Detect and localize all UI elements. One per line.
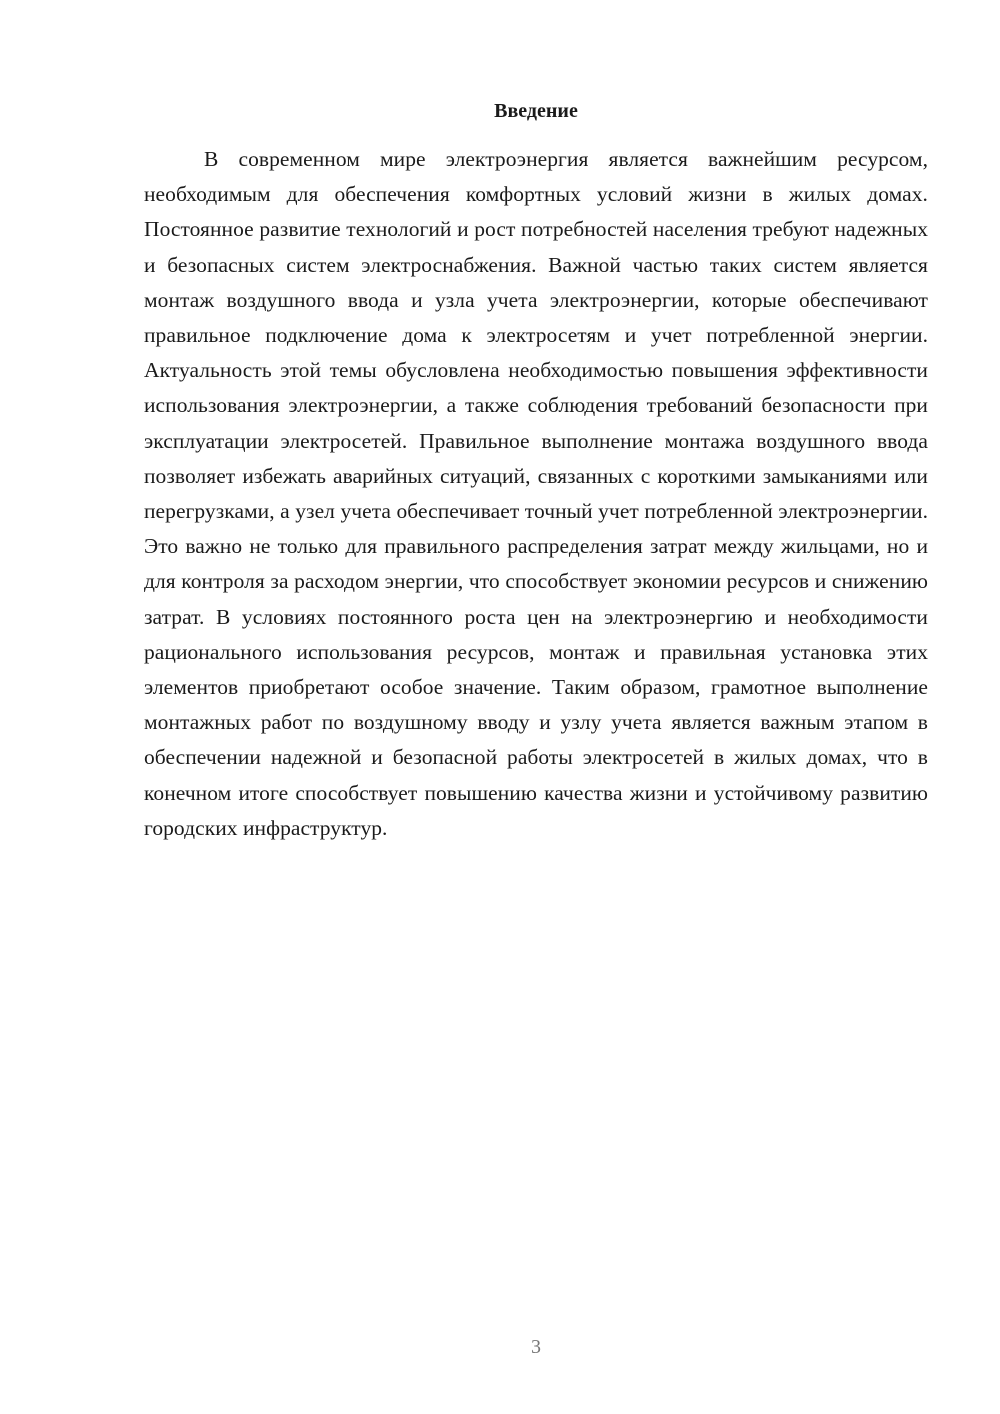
- page-number: 3: [531, 1336, 541, 1358]
- body-paragraph: В современном мире электроэнергия является важнейшим ресурсом, необходимым для обеспечения комфортных условий жизни в жилых домах. Постоянное развитие технологий и рост потребностей населения требуют надежных и безопасных систем электроснабжения. Важной частью таких систем является монтаж воздушного ввода и узла учета электроэнергии, которые обеспечивают правильное подключение дома к электросетям и учет потребленной энергии. Актуальность этой темы обусловлена необходимостью повышения эффективности использования электроэнергии, а также соблюдения требований безопасности при эксплуатации электросетей. Правильное выполнение монтажа воздушного ввода позволяет избежать аварийных ситуаций, связанных с короткими замыканиями или перегрузками, а узел учета обеспечивает точный учет потребленной электроэнергии. Это важно не только для правильного распределения затрат между жильцами, но и для контроля за расходом энергии, что способствует экономии ресурсов и снижению затрат. В условиях постоянного роста цен на электроэнергию и необходимости рационального использования ресурсов, монтаж и правильная установка этих элементов приобретают особое значение. Таким образом, грамотное выполнение монтажных работ по воздушному вводу и узлу учета является важным этапом в обеспечении надежной и безопасной работы электросетей в жилых домах, что в конечном итоге способствует повышению качества жизни и устойчивому развитию городских инфраструктур.: [144, 147, 928, 840]
- page-title: Введение: [494, 100, 578, 122]
